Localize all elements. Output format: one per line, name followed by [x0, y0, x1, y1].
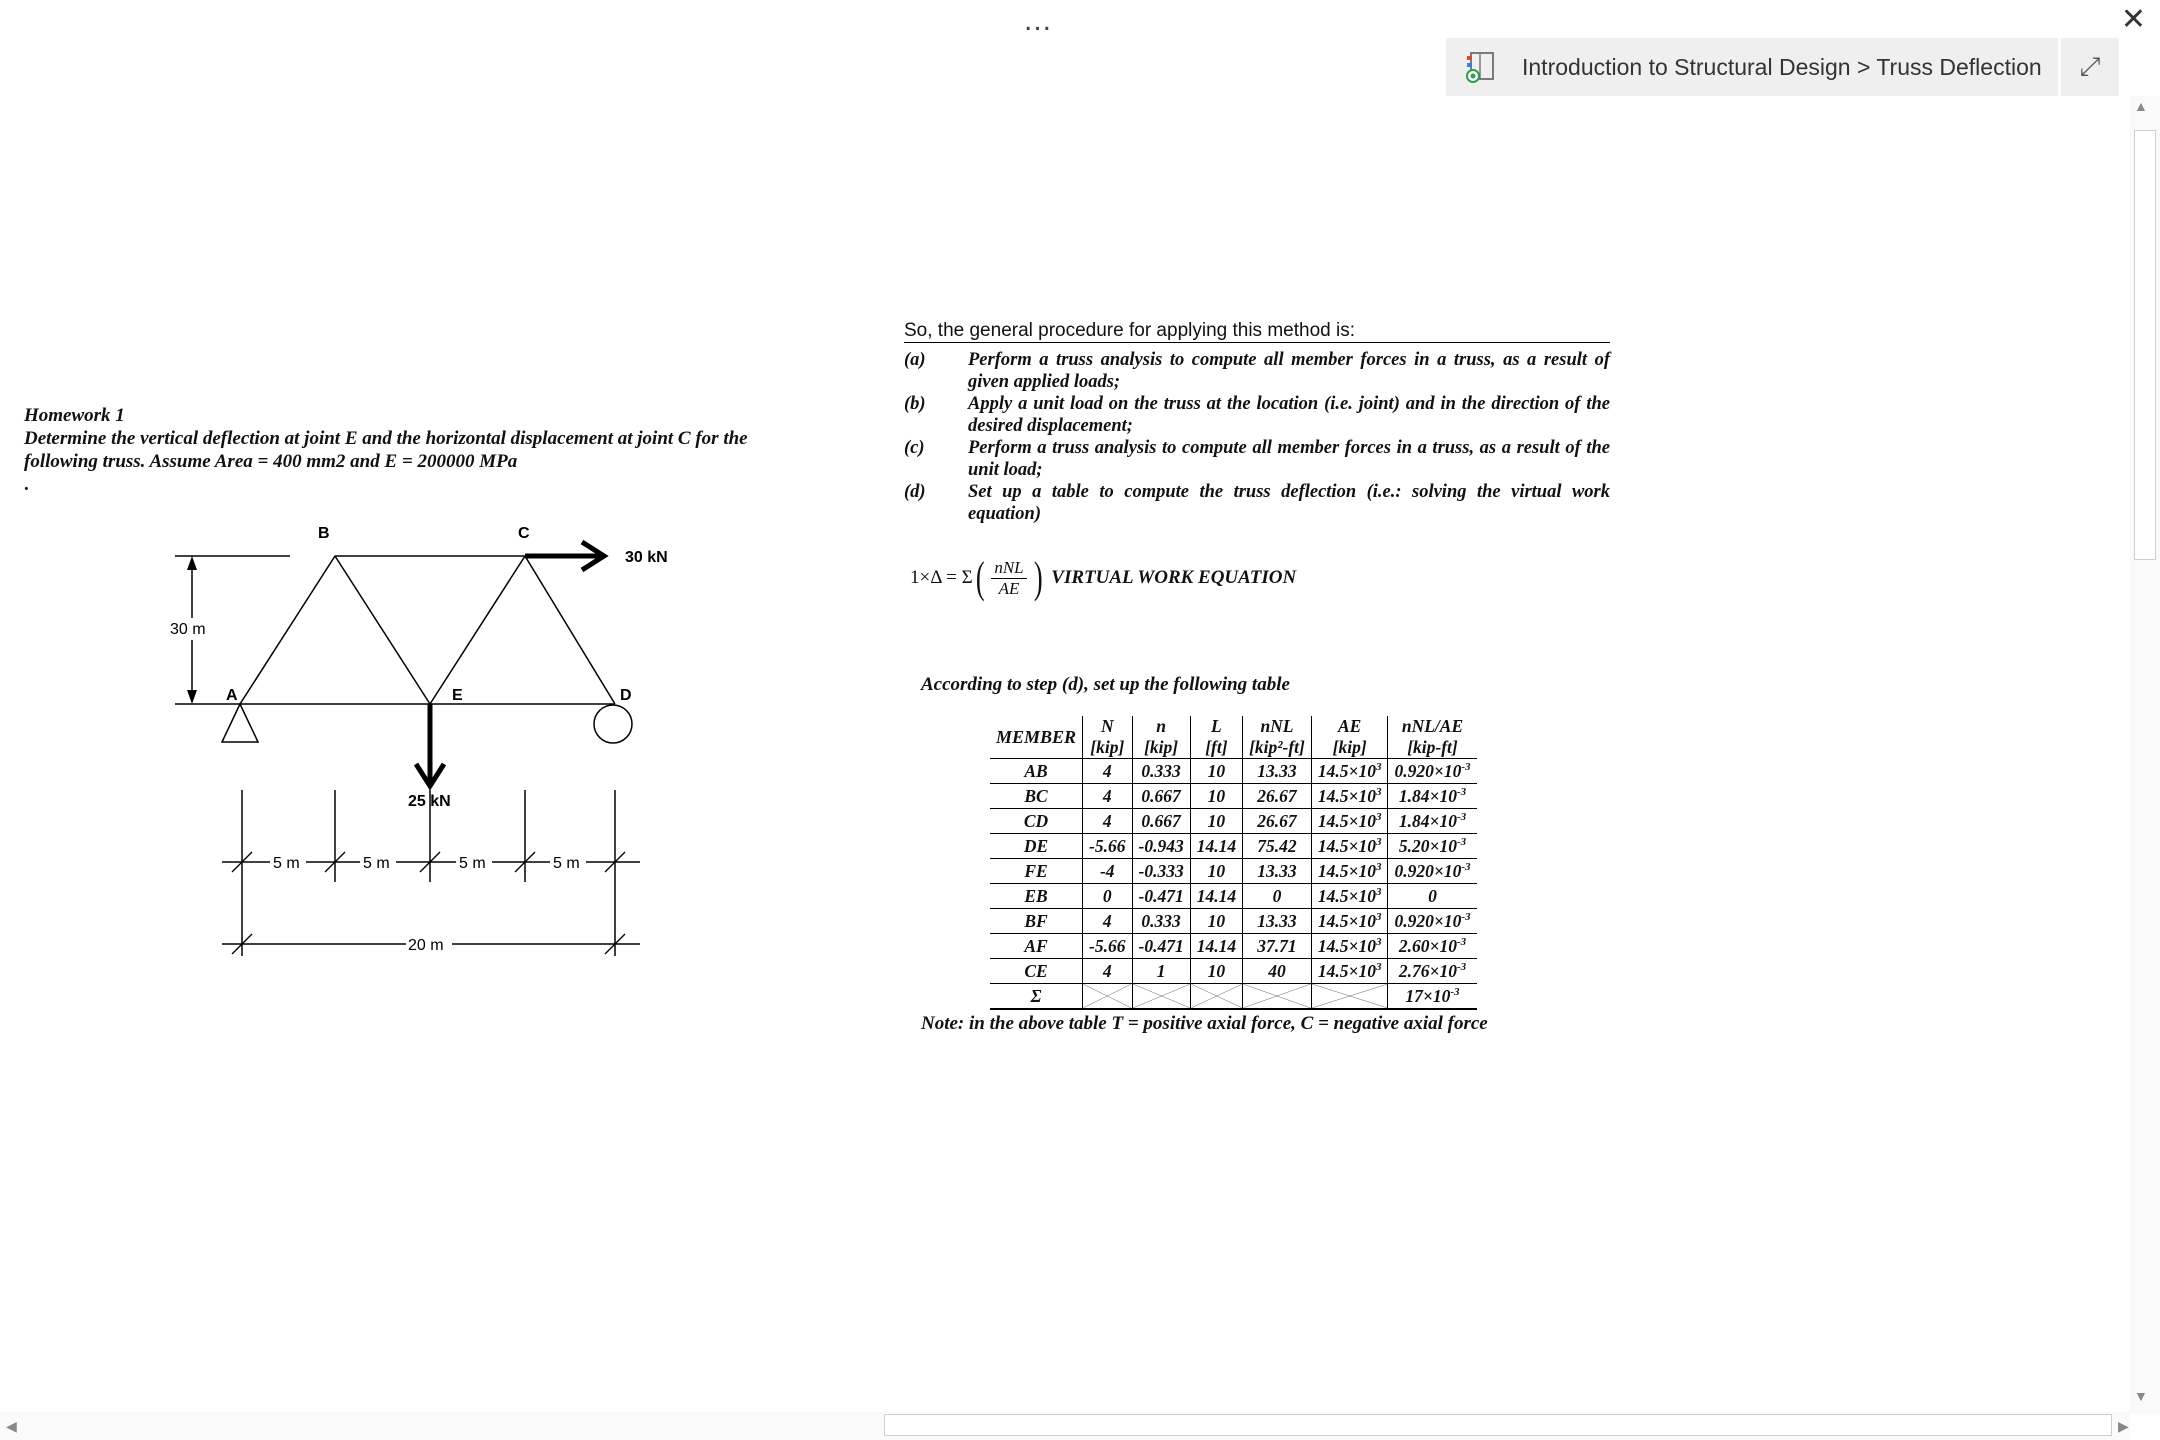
- table-cell: 10: [1190, 859, 1242, 884]
- procedure-block: [904, 320, 1610, 525]
- column-header: MEMBER: [990, 716, 1083, 759]
- table-cell: 10: [1190, 784, 1242, 809]
- table-cell: $14.5\times 10^3$: [1311, 859, 1388, 884]
- table-cell: 13.33: [1243, 759, 1312, 784]
- equation-lhs: 1×Δ = Σ: [910, 567, 973, 588]
- span-label: 5 m: [363, 855, 390, 872]
- equation-denominator: AE: [998, 578, 1020, 598]
- table-cell: CD: [990, 809, 1083, 834]
- table-cell: $0.920\times 10^{-3}$: [1388, 859, 1477, 884]
- joint-label: B: [318, 525, 330, 542]
- crossed-cell: [1190, 984, 1242, 1010]
- step-label: (a): [904, 350, 926, 370]
- load-label-e: 25 kN: [408, 793, 451, 810]
- table-cell: 1: [1132, 959, 1190, 984]
- deflection-table: [990, 716, 1477, 1010]
- table-cell: 0: [1243, 884, 1312, 909]
- table-cell: 4: [1083, 809, 1132, 834]
- table-cell: 10: [1190, 959, 1242, 984]
- crossed-cell: [1243, 984, 1312, 1010]
- table-cell: 0.667: [1132, 809, 1190, 834]
- column-header: L [ft]: [1190, 716, 1242, 759]
- table-row: [990, 809, 1477, 834]
- homework-line-2: following truss. Assume Area = 400 mm2 and E = 200000 MPa: [24, 451, 518, 472]
- span-label: 5 m: [553, 855, 580, 872]
- height-label: 30 m: [170, 621, 206, 638]
- table-cell: $1.84\times 10^{-3}$: [1388, 784, 1477, 809]
- table-note: Note: in the above table T = positive axial force, C = negative axial force: [921, 1013, 1488, 1034]
- total-span-label: 20 m: [408, 937, 444, 954]
- table-cell: 4: [1083, 759, 1132, 784]
- joint-label: C: [518, 525, 530, 542]
- column-header: nNL/AE [kip-ft]: [1388, 716, 1477, 759]
- table-cell: 4: [1083, 784, 1132, 809]
- vertical-scroll-thumb[interactable]: [2134, 130, 2156, 560]
- member-ec: [430, 556, 525, 704]
- crossed-cell: [1083, 984, 1132, 1010]
- table-sum-row: [990, 984, 1477, 1010]
- pin-support-a: [222, 704, 258, 742]
- table-cell: 0.333: [1132, 909, 1190, 934]
- column-header: AE [kip]: [1311, 716, 1388, 759]
- table-row: [990, 759, 1477, 784]
- table-cell: $0.920\times 10^{-3}$: [1388, 909, 1477, 934]
- equation-fraction: [991, 558, 1026, 599]
- joint-label: D: [620, 687, 632, 704]
- table-cell: $14.5\times 10^3$: [1311, 809, 1388, 834]
- table-cell: $2.60\times 10^{-3}$: [1388, 934, 1477, 959]
- table-cell: 13.33: [1243, 909, 1312, 934]
- table-cell: 10: [1190, 759, 1242, 784]
- table-cell: BC: [990, 784, 1083, 809]
- step-text: Set up a table to compute the truss deflection (i.e.: solving the virtual work equation): [968, 482, 1610, 524]
- table-cell: 13.33: [1243, 859, 1312, 884]
- homework-line-1: Determine the vertical deflection at joint E and the horizontal displacement at joint C for the: [24, 428, 748, 449]
- table-cell: -4: [1083, 859, 1132, 884]
- step-label: (c): [904, 438, 925, 458]
- table-cell: -0.943: [1132, 834, 1190, 859]
- homework-block: [24, 404, 824, 496]
- table-row: [990, 909, 1477, 934]
- table-cell: CE: [990, 959, 1083, 984]
- step-text: Perform a truss analysis to compute all member forces in a truss, as a result of given applied loads;: [968, 350, 1610, 392]
- table-cell: $14.5\times 10^3$: [1311, 909, 1388, 934]
- table-cell: BF: [990, 909, 1083, 934]
- more-options-button[interactable]: ...: [1024, 4, 1053, 37]
- table-cell: AF: [990, 934, 1083, 959]
- scroll-down-icon[interactable]: ▼: [2134, 1388, 2148, 1404]
- table-cell: -5.66: [1083, 834, 1132, 859]
- horizontal-scroll-thumb[interactable]: [884, 1414, 2112, 1436]
- table-cell: $0.920\times 10^{-3}$: [1388, 759, 1477, 784]
- table-cell: -0.333: [1132, 859, 1190, 884]
- roller-support-d: [594, 705, 632, 743]
- table-cell: $14.5\times 10^3$: [1311, 884, 1388, 909]
- table-cell: 14.14: [1190, 834, 1242, 859]
- virtual-work-equation: 1×Δ = Σ ( $\frac{\text{nNL}}{AE}$ ) VIRTUAL WORK EQUATION: [910, 553, 1297, 602]
- table-cell: 0: [1388, 884, 1477, 909]
- joint-label: A: [226, 687, 238, 704]
- scroll-right-icon[interactable]: ▶: [2118, 1418, 2129, 1434]
- truss-diagram: [150, 512, 670, 972]
- member-ab: [240, 556, 335, 704]
- load-label-c: 30 kN: [625, 549, 668, 566]
- member-cd: [525, 556, 615, 704]
- equation-label: VIRTUAL WORK EQUATION: [1051, 567, 1297, 588]
- table-cell: $5.20\times 10^{-3}$: [1388, 834, 1477, 859]
- table-cell: 4: [1083, 909, 1132, 934]
- table-cell: 4: [1083, 959, 1132, 984]
- table-cell: 75.42: [1243, 834, 1312, 859]
- step-label: (b): [904, 394, 926, 414]
- table-cell: AB: [990, 759, 1083, 784]
- table-intro: According to step (d), set up the following table: [921, 674, 1290, 695]
- table-cell: -5.66: [1083, 934, 1132, 959]
- notebook-breadcrumb-bar[interactable]: [1446, 38, 2058, 96]
- table-cell: $14.5\times 10^3$: [1311, 959, 1388, 984]
- column-header: n [kip]: [1132, 716, 1190, 759]
- table-cell: $14.5\times 10^3$: [1311, 834, 1388, 859]
- equation-numerator: nNL: [991, 558, 1026, 579]
- table-cell: 14.14: [1190, 934, 1242, 959]
- table-cell: DE: [990, 834, 1083, 859]
- table-cell: $14.5\times 10^3$: [1311, 934, 1388, 959]
- table-cell: -0.471: [1132, 934, 1190, 959]
- homework-dot: .: [24, 474, 29, 495]
- table-cell: 40: [1243, 959, 1312, 984]
- table-row: [990, 934, 1477, 959]
- procedure-step: [904, 349, 1610, 393]
- joint-label: E: [452, 687, 463, 704]
- table-cell: EB: [990, 884, 1083, 909]
- scroll-left-icon[interactable]: ◀: [6, 1418, 17, 1434]
- breadcrumb[interactable]: Introduction to Structural Design > Truss Deflection: [1522, 53, 2042, 80]
- table-cell: 0.667: [1132, 784, 1190, 809]
- crossed-cell: [1311, 984, 1388, 1010]
- table-cell: 0.333: [1132, 759, 1190, 784]
- table-cell: $1.84\times 10^{-3}$: [1388, 809, 1477, 834]
- span-label: 5 m: [273, 855, 300, 872]
- table-row: [990, 959, 1477, 984]
- homework-title: Homework 1: [24, 405, 125, 426]
- step-text: Perform a truss analysis to compute all member forces in a truss, as a result of the unit load;: [968, 438, 1610, 480]
- table-cell: 26.67: [1243, 809, 1312, 834]
- table-cell: 37.71: [1243, 934, 1312, 959]
- table-cell: 10: [1190, 809, 1242, 834]
- table-cell: $14.5\times 10^3$: [1311, 759, 1388, 784]
- table-row: [990, 884, 1477, 909]
- table-row: [990, 784, 1477, 809]
- table-cell: FE: [990, 859, 1083, 884]
- expand-icon[interactable]: ⤢: [2061, 38, 2119, 96]
- table-row: [990, 859, 1477, 884]
- crossed-cell: [1132, 984, 1190, 1010]
- table-cell: $2.76\times 10^{-3}$: [1388, 959, 1477, 984]
- step-text: Apply a unit load on the truss at the location (i.e. joint) and in the direction of the desired displacement;: [968, 394, 1610, 436]
- table-cell: $14.5\times 10^3$: [1311, 784, 1388, 809]
- column-header: nNL [kip²-ft]: [1243, 716, 1312, 759]
- sum-value: $17\times 10^{-3}$: [1388, 984, 1477, 1010]
- table-cell: 26.67: [1243, 784, 1312, 809]
- column-header: N [kip]: [1083, 716, 1132, 759]
- procedure-step: [904, 437, 1610, 481]
- notebook-icon: [1464, 50, 1498, 84]
- table-cell: 10: [1190, 909, 1242, 934]
- span-label: 5 m: [459, 855, 486, 872]
- close-button[interactable]: ✕: [2120, 3, 2146, 36]
- table-row: [990, 834, 1477, 859]
- scroll-up-icon[interactable]: ▲: [2134, 98, 2148, 114]
- sum-symbol: Σ: [990, 984, 1083, 1010]
- step-label: (d): [904, 482, 926, 502]
- table-cell: 14.14: [1190, 884, 1242, 909]
- member-be: [335, 556, 430, 704]
- table-cell: -0.471: [1132, 884, 1190, 909]
- procedure-step: [904, 393, 1610, 437]
- procedure-step: [904, 481, 1610, 525]
- table-cell: 0: [1083, 884, 1132, 909]
- procedure-heading: So, the general procedure for applying this method is:: [904, 320, 1610, 343]
